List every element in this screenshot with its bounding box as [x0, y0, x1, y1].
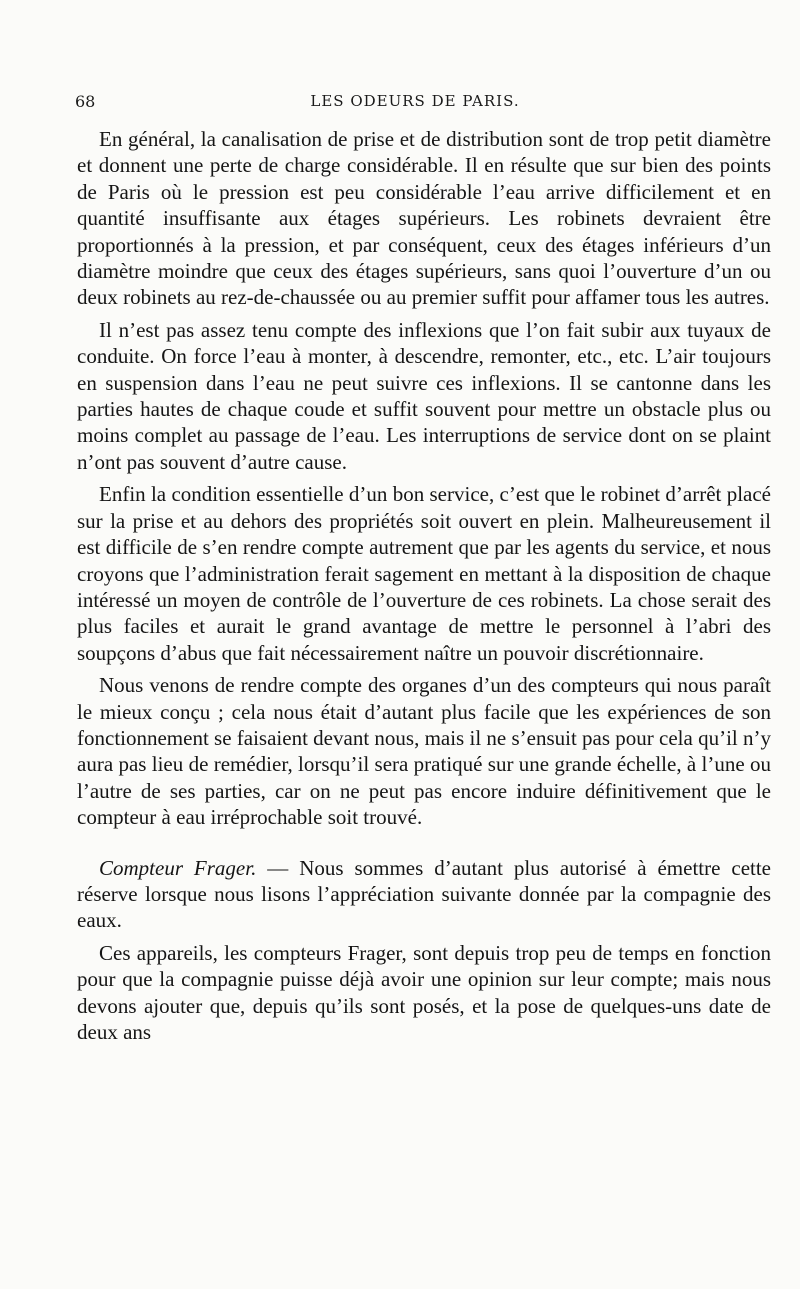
section-title: Compteur Frager. [99, 855, 257, 880]
paragraph-4: Nous venons de rendre compte des organes d’un des compteurs qui nous paraît le mieux conçu ; cela nous était d’autant plus facile que les expériences de son fonctionnement se faisaient devant nous, mais il ne s’ensuit pas pour cela qu’il n’y aura pas lieu de remédier, lorsqu’il sera pratiqué sur une grande échelle, à l’une ou l’autre de ses parties, car on ne peut pas encore induire définitivement que le compteur à eau irréprochable soit trouvé. [77, 673, 771, 830]
running-head: LES ODEURS DE PARIS. [310, 92, 520, 110]
paragraph-1: En général, la canalisation de prise et de distribution sont de trop petit diamètre et donnent une perte de charge considérable. Il en résulte que sur bien des points de Paris où le pression est peu considérable l’eau arrive difficilement et en quantité insuffisante aux étages supérieurs. Les robinets devraient être proportionnés à la pression, et par conséquent, ceux des étages inférieurs d’un diamètre moindre que ceux des étages supérieurs, sans quoi l’ouverture d’un ou deux robinets au rez-de-chaussée ou au premier suffit pour affamer tous les autres. [77, 127, 771, 310]
body-text [77, 126, 771, 1045]
page-header [75, 92, 755, 116]
paragraph-3: Enfin la condition essentielle d’un bon service, c’est que le robinet d’arrêt placé sur la prise et au dehors des propriétés soit ouvert en plein. Malheureusement il est difficile de s’en rendre compte autrement que par les agents du service, et nous croyons que l’administration ferait sagement en mettant à la disposition de chaque intéressé un moyen de contrôle de l’ouverture de ces robinets. La chose serait des plus faciles et aurait le grand avantage de mettre le personnel à l’abri des soupçons d’abus que fait nécessairement naître un pouvoir discrétionnaire. [77, 482, 771, 665]
section-dash: — [256, 855, 300, 880]
section-text: Nous sommes d’autant plus autorisé à émettre cette réserve lorsque nous lisons l’appréciation suivante donnée par la compagnie des eaux. [77, 855, 771, 933]
page-number: 68 [75, 92, 96, 111]
paragraph-2: Il n’est pas assez tenu compte des inflexions que l’on fait subir aux tuyaux de conduite. On force l’eau à monter, à descendre, remonter, etc., etc. L’air toujours en suspension dans l’eau ne peut suivre ces inflexions. Il se cantonne dans les parties hautes de chaque coude et suffit souvent pour mettre un obstacle plus ou moins complet au passage de l’eau. Les interruptions de service dont on se plaint n’ont pas souvent d’autre cause. [77, 317, 771, 474]
final-paragraph: Ces appareils, les compteurs Frager, sont depuis trop peu de temps en fonction pour que la compagnie puisse déjà avoir une opinion sur leur compte; mais nous devons ajouter que, depuis qu’ils sont posés, et la pose de quelques-uns date de deux ans [77, 940, 771, 1044]
section-paragraph [77, 855, 771, 934]
